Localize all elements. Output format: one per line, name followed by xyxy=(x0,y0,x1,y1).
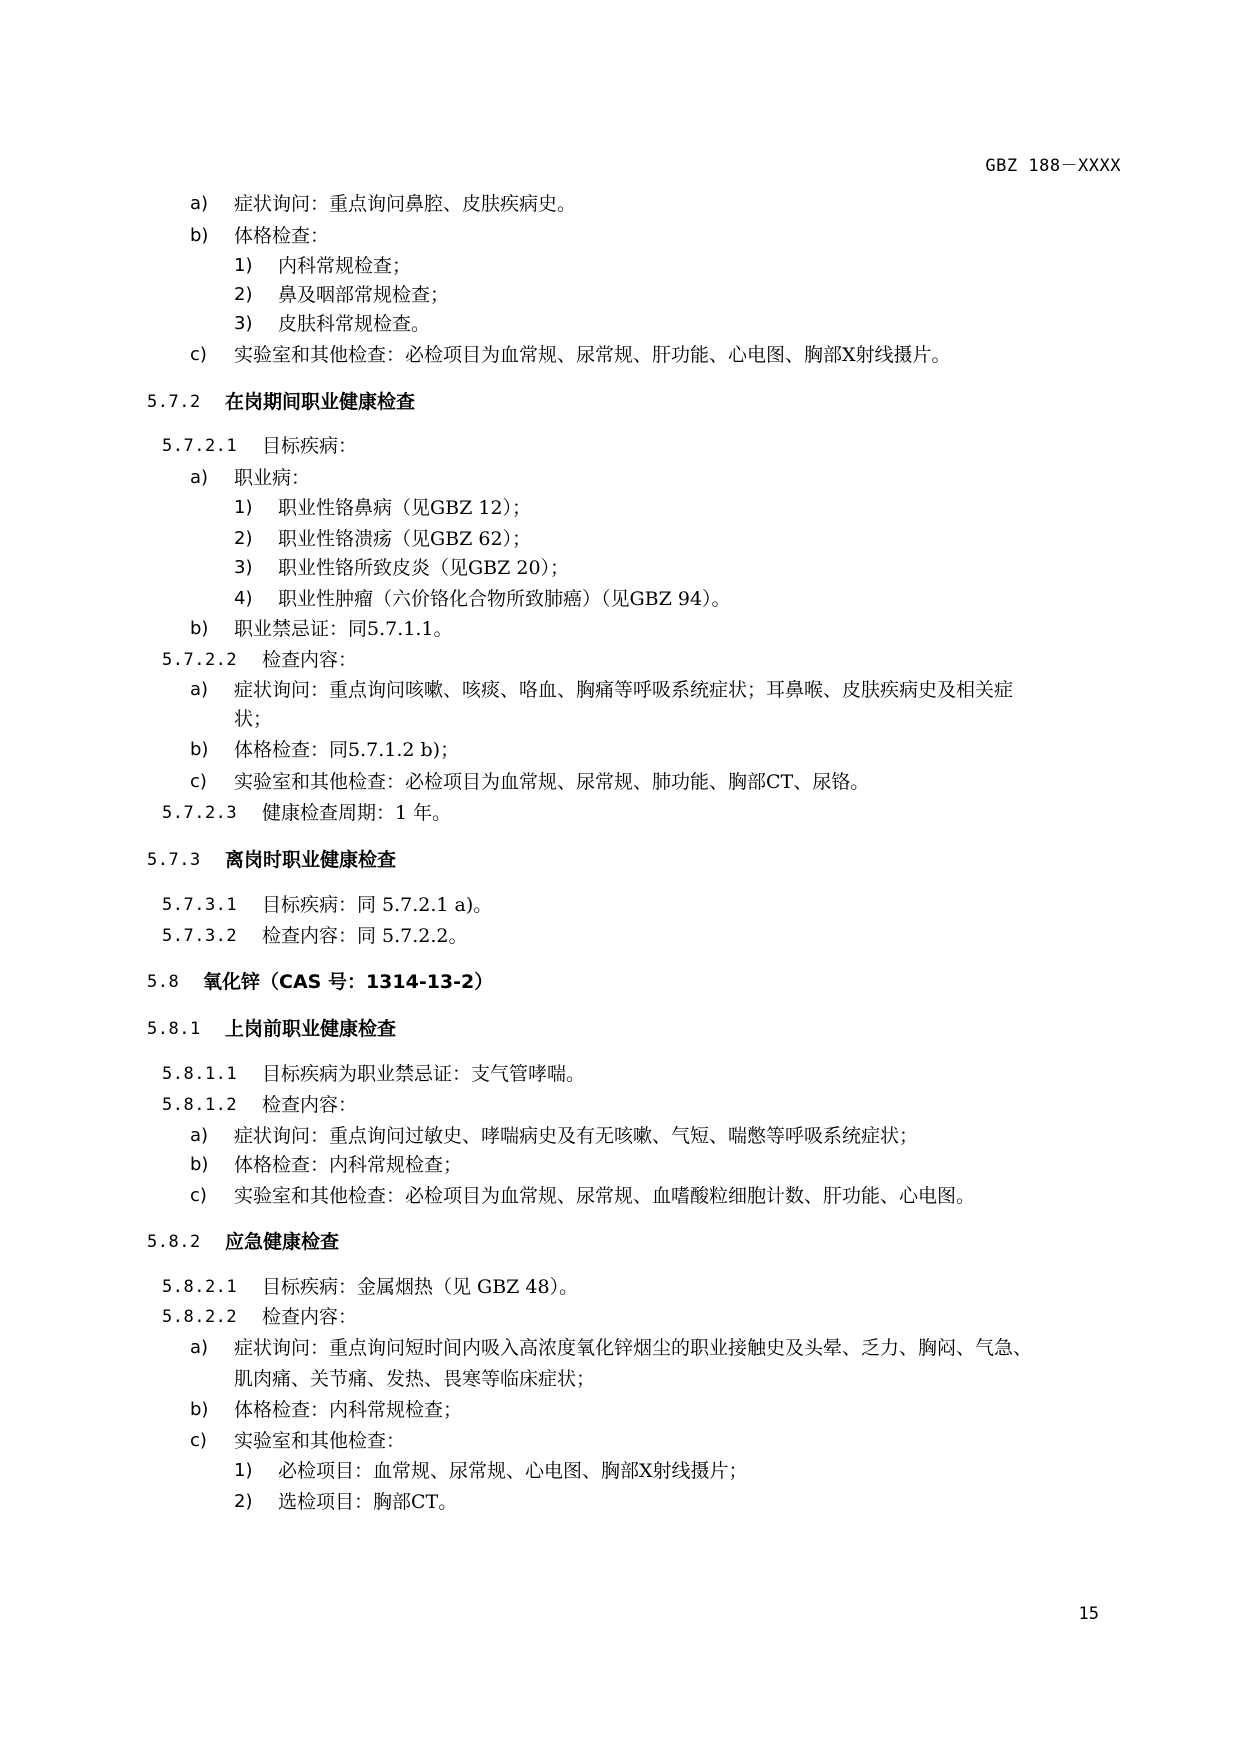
list-marker: c) xyxy=(190,1185,207,1206)
section-title: 在岗期间职业健康检查 xyxy=(225,391,416,413)
list-marker: c) xyxy=(190,344,207,365)
list-marker: 1) xyxy=(234,255,253,276)
list-marker: 2) xyxy=(234,528,253,549)
section-number: 5.7.3 xyxy=(147,850,201,870)
list-marker: b) xyxy=(190,739,209,760)
list-marker: a) xyxy=(190,193,209,214)
list-item-text: 症状询问：重点询问咳嗽、咳痰、咯血、胸痛等呼吸系统症状；耳鼻喉、皮肤疾病史及相关症 xyxy=(234,679,1014,701)
list-item-text: 肌肉痛、关节痛、发热、畏寒等临床症状； xyxy=(234,1368,596,1390)
section-number: 5.8.1.1 xyxy=(162,1064,238,1084)
list-item-text: 症状询问：重点询问过敏史、哮喘病史及有无咳嗽、气短、喘憋等呼吸系统症状； xyxy=(234,1125,919,1147)
list-item-text: 体格检查：内科常规检查； xyxy=(234,1399,463,1421)
list-marker: 2) xyxy=(234,1491,253,1512)
list-marker: 4) xyxy=(234,588,253,609)
list-item-text: 选检项目：胸部CT。 xyxy=(278,1491,458,1513)
section-number: 5.7.2.2 xyxy=(162,650,238,670)
section-title: 检查内容：同 5.7.2.2。 xyxy=(262,925,468,947)
list-marker: a) xyxy=(190,679,209,700)
list-item-text: 职业性肿瘤（六价铬化合物所致肺癌）（见GBZ 94）。 xyxy=(278,588,731,610)
list-marker: a) xyxy=(190,467,209,488)
page-number: 15 xyxy=(1078,1604,1099,1624)
section-number: 5.7.2.3 xyxy=(162,803,238,823)
section-number: 5.7.3.1 xyxy=(162,895,238,915)
section-number: 5.7.3.2 xyxy=(162,926,238,946)
list-marker: b) xyxy=(190,618,209,639)
list-marker: b) xyxy=(190,225,209,246)
section-title: 健康检查周期：1 年。 xyxy=(262,802,452,824)
list-item-text: 皮肤科常规检查。 xyxy=(278,313,431,335)
list-marker: c) xyxy=(190,1430,207,1451)
section-number: 5.8.1 xyxy=(147,1019,201,1039)
list-item-text: 内科常规检查； xyxy=(278,255,412,277)
list-item-text: 实验室和其他检查：必检项目为血常规、尿常规、肝功能、心电图、胸部X射线摄片。 xyxy=(234,344,951,366)
list-item-text: 职业禁忌证：同5.7.1.1。 xyxy=(234,618,453,640)
section-number: 5.8.2.2 xyxy=(162,1307,238,1327)
list-marker: a) xyxy=(190,1125,209,1146)
list-marker: 1) xyxy=(234,497,253,518)
section-number: 5.8.2.1 xyxy=(162,1277,238,1297)
list-marker: 1) xyxy=(234,1460,253,1481)
list-item-text: 必检项目：血常规、尿常规、心电图、胸部X射线摄片； xyxy=(278,1460,748,1482)
list-marker: 2) xyxy=(234,284,253,305)
document-code: GBZ 188－XXXX xyxy=(985,156,1121,176)
list-item-text: 鼻及咽部常规检查； xyxy=(278,284,450,306)
section-title: 上岗前职业健康检查 xyxy=(225,1018,397,1040)
section-title: 检查内容： xyxy=(262,649,358,671)
list-item-text: 实验室和其他检查：必检项目为血常规、尿常规、血嗜酸粒细胞计数、肝功能、心电图。 xyxy=(234,1185,976,1207)
list-marker: 3) xyxy=(234,313,253,334)
section-title: 目标疾病为职业禁忌证：支气管哮喘。 xyxy=(262,1063,586,1085)
list-item-text: 职业性铬所致皮炎（见GBZ 20）； xyxy=(278,557,570,579)
list-item-text: 职业性铬溃疡（见GBZ 62）； xyxy=(278,528,532,550)
list-marker: c) xyxy=(190,771,207,792)
section-title: 目标疾病：同 5.7.2.1 a)。 xyxy=(262,894,493,916)
section-number: 5.7.2 xyxy=(147,392,201,412)
section-title: 应急健康检查 xyxy=(225,1231,340,1253)
list-item-text: 职业性铬鼻病（见GBZ 12）； xyxy=(278,497,532,519)
list-marker: b) xyxy=(190,1399,209,1420)
section-number: 5.7.2.1 xyxy=(162,436,238,456)
list-item-text: 体格检查：同5.7.1.2 b)； xyxy=(234,739,460,761)
section-title: 目标疾病： xyxy=(262,435,358,457)
section-title: 氧化锌（CAS 号：1314-13-2） xyxy=(203,971,494,993)
section-number: 5.8 xyxy=(147,972,180,992)
section-title: 检查内容： xyxy=(262,1094,358,1116)
section-title: 目标疾病：金属烟热（见 GBZ 48）。 xyxy=(262,1276,579,1298)
section-title: 离岗时职业健康检查 xyxy=(225,849,397,871)
list-item-text: 体格检查：内科常规检查； xyxy=(234,1154,463,1176)
list-item-text: 实验室和其他检查： xyxy=(234,1430,406,1452)
list-marker: a) xyxy=(190,1337,209,1358)
section-number: 5.8.2 xyxy=(147,1232,201,1252)
list-item-text: 实验室和其他检查：必检项目为血常规、尿常规、肺功能、胸部CT、尿铬。 xyxy=(234,771,870,793)
list-item-text: 状； xyxy=(234,708,273,730)
list-item-text: 症状询问：重点询问短时间内吸入高浓度氧化锌烟尘的职业接触史及头晕、乏力、胸闷、气急、 xyxy=(234,1337,1033,1359)
section-title: 检查内容： xyxy=(262,1306,358,1328)
list-item-text: 体格检查： xyxy=(234,225,330,247)
list-item-text: 职业病： xyxy=(234,467,311,489)
section-number: 5.8.1.2 xyxy=(162,1095,238,1115)
list-marker: 3) xyxy=(234,557,253,578)
list-marker: b) xyxy=(190,1154,209,1175)
list-item-text: 症状询问：重点询问鼻腔、皮肤疾病史。 xyxy=(234,193,577,215)
